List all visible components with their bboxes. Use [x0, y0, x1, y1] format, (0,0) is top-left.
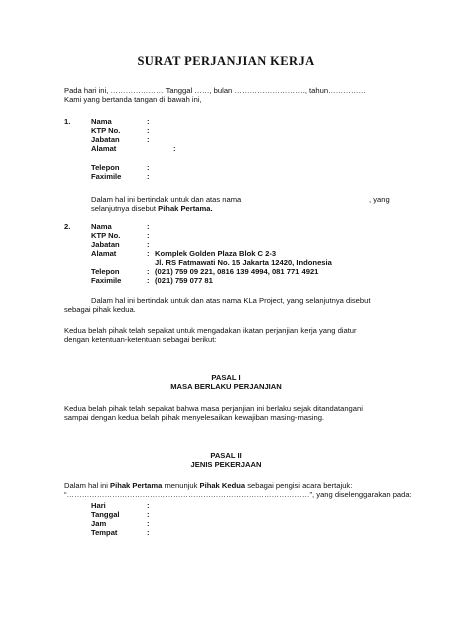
pasal1-subheading: MASA BERLAKU PERJANJIAN: [170, 382, 282, 391]
party2-label-jabatan: Jabatan: [91, 240, 120, 249]
pasal2-label-jam: Jam: [91, 519, 107, 528]
pasal2-pihak-pertama: Pihak Pertama: [110, 481, 163, 490]
pasal2-line1-c: menunjuk: [162, 481, 200, 490]
agreement-line-1: Kedua belah pihak telah sepakat untuk mengadakan ikatan perjanjian kerja yang diatur: [64, 326, 357, 335]
pasal2-heading: PASAL II: [210, 451, 242, 460]
pasal2-subheading: JENIS PEKERJAAN: [190, 460, 262, 469]
pasal2-colon-tanggal: :: [147, 510, 150, 519]
party1-label-jabatan: Jabatan: [91, 135, 120, 144]
pasal2-label-tempat: Tempat: [91, 528, 118, 537]
agreement-line-2: dengan ketentuan-ketentuan sebagai berikut:: [64, 335, 217, 344]
pasal2-pihak-kedua: Pihak Kedua: [199, 481, 246, 490]
party2-colon-nama: :: [147, 222, 150, 231]
party1-colon-alamat: :: [173, 144, 176, 153]
party2-label-nama: Nama: [91, 222, 112, 231]
party2-telepon-value: (021) 759 09 221, 0816 139 4994, 081 771 4921: [155, 267, 319, 276]
party2-colon-alamat: :: [147, 249, 150, 258]
party1-role: Pihak Pertama.: [158, 204, 213, 213]
party1-colon-faximile: :: [147, 172, 150, 181]
party2-label-telepon: Telepon: [91, 267, 120, 276]
party1-label-faximile: Faximile: [91, 172, 122, 181]
party2-colon-faximile: :: [147, 276, 150, 285]
party2-statement-line2: sebagai pihak kedua.: [64, 305, 136, 314]
document-title: SURAT PERJANJIAN KERJA: [137, 54, 315, 68]
party2-label-ktp: KTP No.: [91, 231, 121, 240]
party2-label-alamat: Alamat: [91, 249, 117, 258]
party2-statement-line1: Dalam hal ini bertindak untuk dan atas nama KLa Project, yang selanjutnya disebut: [91, 296, 371, 305]
party1-label-alamat: Alamat: [91, 144, 117, 153]
pasal2-colon-hari: :: [147, 501, 150, 510]
pasal1-line-1: Kedua belah pihak telah sepakat bahwa masa perjanjian ini berlaku sejak ditandatangani: [64, 404, 363, 413]
party2-alamat-line2: Jl. RS Fatmawati No. 15 Jakarta 12420, Indonesia: [155, 258, 332, 267]
intro-line-2: Kami yang bertanda tangan di bawah ini,: [64, 95, 202, 104]
pasal2-label-hari: Hari: [91, 501, 106, 510]
party1-label-telepon: Telepon: [91, 163, 120, 172]
party1-statement-part1: Dalam hal ini bertindak untuk dan atas nama: [91, 195, 242, 204]
party1-colon-jabatan: :: [147, 135, 150, 144]
party1-label-ktp: KTP No.: [91, 126, 121, 135]
pasal2-colon-tempat: :: [147, 528, 150, 537]
pasal2-line1-e: sebagai pengisi acara bertajuk:: [245, 481, 353, 490]
pasal2-line1-a: Dalam hal ini: [64, 481, 111, 490]
party2-colon-telepon: :: [147, 267, 150, 276]
party1-statement-part2: , yang: [369, 195, 390, 204]
pasal1-line-2: sampai dengan kedua belah pihak menyelesaikan kewajiban masing-masing.: [64, 413, 325, 422]
party1-colon-telepon: :: [147, 163, 150, 172]
party1-colon-nama: :: [147, 117, 150, 126]
party2-number: 2.: [64, 222, 71, 231]
party1-label-nama: Nama: [91, 117, 112, 126]
party2-colon-ktp: :: [147, 231, 150, 240]
party2-colon-jabatan: :: [147, 240, 150, 249]
party1-statement-prefix: selanjutnya disebut: [91, 204, 159, 213]
pasal2-line-1: [64, 481, 352, 490]
pasal2-label-tanggal: Tanggal: [91, 510, 120, 519]
party2-faximile-value: (021) 759 077 81: [155, 276, 213, 285]
pasal2-line-2: “……………………………………………………………………………………”, yang diselenggarakan pada:: [64, 490, 412, 499]
party2-label-faximile: Faximile: [91, 276, 122, 285]
intro-line-1: Pada hari ini, ………………… Tanggal ……, bulan ………………………., tahun……………: [64, 86, 367, 95]
pasal2-colon-jam: :: [147, 519, 150, 528]
pasal1-heading: PASAL I: [211, 373, 241, 382]
party1-statement-line2: [91, 204, 213, 213]
party1-number: 1.: [64, 117, 71, 126]
party2-alamat-line1: Komplek Golden Plaza Blok C 2-3: [155, 249, 277, 258]
party1-colon-ktp: :: [147, 126, 150, 135]
